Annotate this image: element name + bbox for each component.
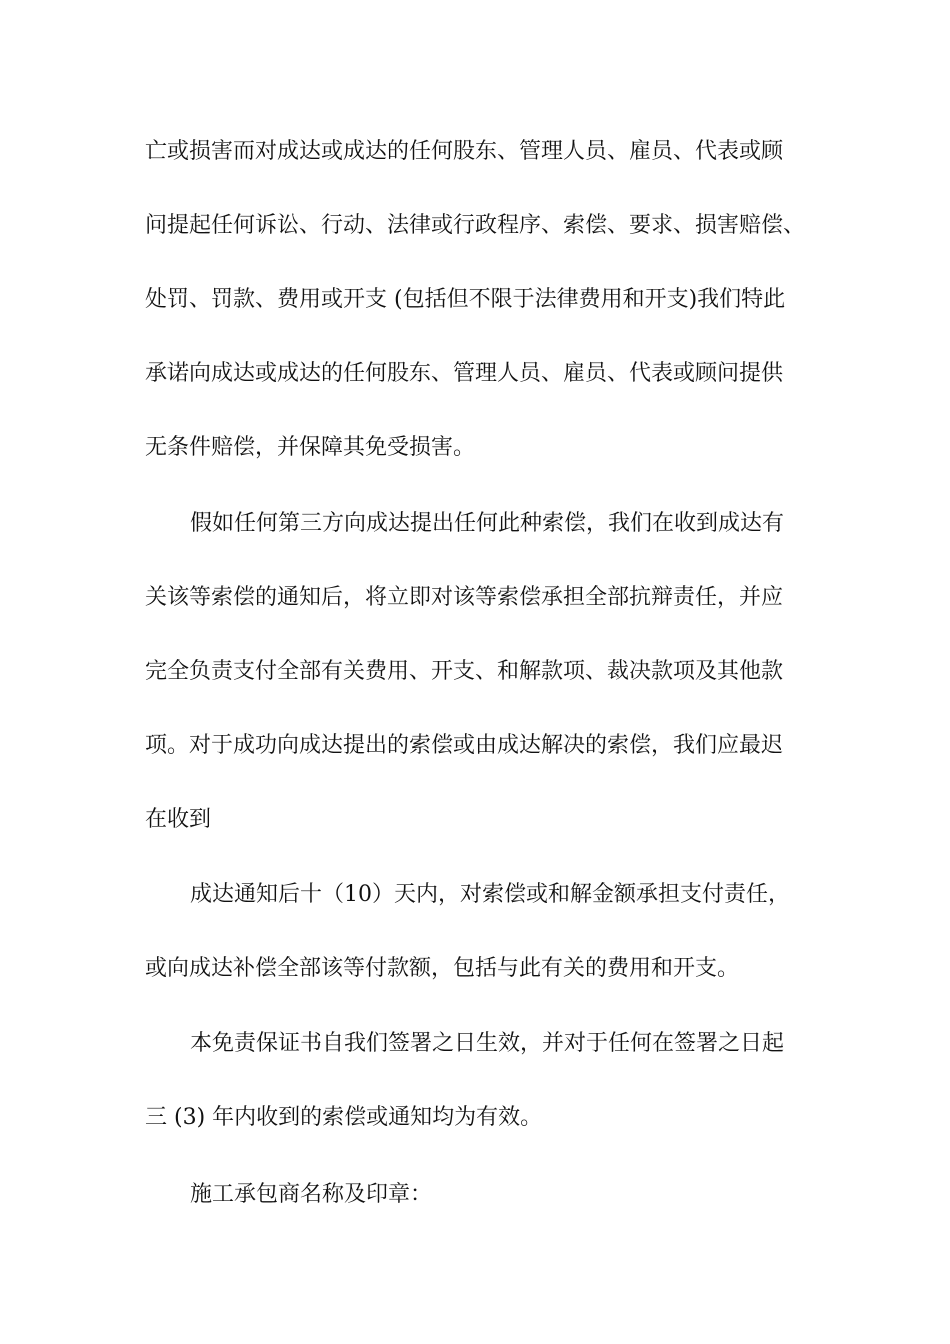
body-text-line: 承诺向成达或成达的任何股东、管理人员、雇员、代表或顾问提供 (145, 361, 784, 386)
paragraph-start-line: 本免责保证书自我们签署之日生效，并对于任何在签署之日起 (190, 1031, 785, 1056)
body-text-line: 问提起任何诉讼、行动、法律或行政程序、索偿、要求、损害赔偿、 (145, 213, 806, 238)
body-text-line: 处罚、罚款、费用或开支 (包括但不限于法律费用和开支)我们特此 (145, 287, 786, 312)
paragraph-start-line: 假如任何第三方向成达提出任何此种索偿，我们在收到成达有 (190, 511, 785, 536)
body-text-line: 亡或损害而对成达或成达的任何股东、管理人员、雇员、代表或顾 (145, 139, 784, 164)
contractor-signature-label: 施工承包商名称及印章： (190, 1182, 433, 1207)
body-text-line: 关该等索偿的通知后，将立即对该等索偿承担全部抗辩责任，并应 (145, 585, 784, 610)
body-text-line: 项。对于成功向成达提出的索偿或由成达解决的索偿，我们应最迟 (145, 733, 784, 758)
body-text-line: 或向成达补偿全部该等付款额，包括与此有关的费用和开支。 (145, 956, 740, 981)
body-text-line: 在收到 (145, 807, 212, 832)
body-text-line: 三 (3) 年内收到的索偿或通知均为有效。 (145, 1105, 543, 1130)
body-text-line: 无条件赔偿，并保障其免受损害。 (145, 435, 476, 460)
body-text-line: 完全负责支付全部有关费用、开支、和解款项、裁决款项及其他款 (145, 659, 784, 684)
paragraph-start-line: 成达通知后十（10）天内，对索偿或和解金额承担支付责任， (190, 882, 790, 907)
